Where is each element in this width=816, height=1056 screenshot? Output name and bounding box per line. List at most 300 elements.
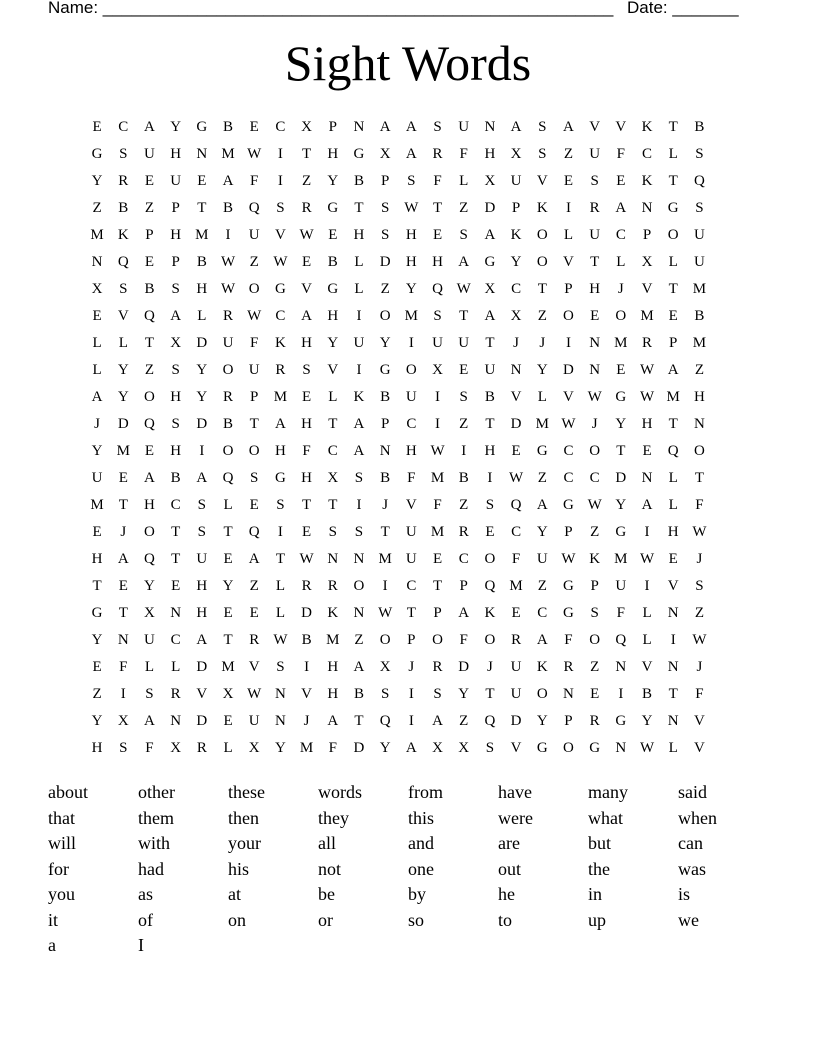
grid-letter: Z — [459, 200, 469, 216]
grid-letter: T — [171, 524, 181, 540]
grid-letter: Y — [327, 335, 339, 351]
grid-letter: R — [589, 200, 600, 216]
grid-letter: S — [197, 524, 207, 540]
grid-letter: M — [430, 470, 445, 486]
grid-letter: D — [196, 713, 208, 729]
grid-letter: C — [406, 578, 417, 594]
grid-letter: Y — [327, 173, 339, 189]
grid-letter: X — [484, 173, 496, 189]
grid-letter: Y — [458, 686, 470, 702]
grid-letter: L — [92, 335, 102, 351]
grid-letter: C — [537, 605, 548, 621]
grid-letter: H — [91, 551, 103, 567]
grid-letter: U — [144, 146, 155, 162]
grid-letter: I — [644, 524, 650, 540]
grid-letter: F — [302, 443, 311, 459]
grid-letter: Y — [196, 389, 208, 405]
grid-letter: N — [353, 119, 365, 135]
grid-letter: A — [563, 119, 574, 135]
grid-letter: U — [432, 335, 443, 351]
grid-letter: E — [197, 173, 207, 189]
word-list-item: to — [498, 909, 513, 930]
grid-letter: J — [303, 713, 310, 729]
grid-letter: A — [91, 389, 103, 405]
grid-letter: C — [563, 470, 574, 486]
grid-letter: R — [275, 362, 286, 378]
grid-row — [84, 627, 740, 654]
grid-letter: G — [563, 605, 574, 621]
grid-letter: B — [196, 254, 207, 270]
grid-letter: M — [614, 551, 628, 567]
grid-letter: B — [327, 254, 338, 270]
grid-letter: O — [484, 632, 496, 648]
grid-letter: C — [170, 632, 181, 648]
grid-letter: A — [353, 416, 365, 432]
grid-letter: S — [538, 146, 547, 162]
grid-letter: Y — [615, 497, 627, 513]
grid-letter: E — [302, 524, 312, 540]
grid-letter: H — [353, 227, 365, 243]
grid-letter: E — [459, 362, 469, 378]
grid-letter: S — [354, 524, 364, 540]
grid-letter: T — [668, 686, 678, 702]
grid-letter: E — [249, 605, 259, 621]
grid-letter: T — [275, 551, 285, 567]
grid-letter: H — [170, 443, 182, 459]
grid-letter: S — [459, 227, 468, 243]
grid-letter: I — [277, 173, 283, 189]
grid-letter: H — [196, 578, 208, 594]
grid-letter: E — [328, 227, 338, 243]
grid-letter: U — [536, 551, 548, 567]
grid-letter: W — [430, 443, 445, 459]
grid-letter: W — [273, 254, 288, 270]
word-list-item: with — [138, 833, 171, 853]
grid-letter: R — [563, 659, 574, 675]
grid-letter: V — [667, 578, 679, 594]
grid-letter: B — [170, 470, 181, 486]
grid-letter: Y — [91, 443, 103, 459]
grid-letter: T — [380, 524, 390, 540]
grid-letter: Y — [536, 362, 548, 378]
grid-letter: X — [170, 740, 182, 756]
grid-letter: M — [221, 146, 235, 162]
grid-letter: C — [327, 443, 338, 459]
grid-letter: C — [511, 524, 522, 540]
grid-letter: B — [642, 686, 653, 702]
word-list-item: were — [498, 807, 533, 828]
grid-letter: X — [458, 740, 470, 756]
grid-letter: R — [118, 173, 129, 189]
grid-letter: J — [539, 335, 546, 351]
grid-letter: I — [565, 335, 571, 351]
grid-letter: N — [563, 686, 574, 702]
grid-letter: E — [144, 443, 155, 459]
grid-letter: W — [587, 497, 602, 513]
grid-letter: Y — [405, 281, 417, 297]
grid-letter: F — [433, 173, 442, 189]
grid-letter: H — [589, 281, 601, 297]
grid-letter: J — [617, 281, 624, 297]
grid-letter: J — [513, 335, 520, 351]
grid-letter: A — [484, 308, 496, 324]
grid-row — [84, 735, 740, 762]
grid-letter: V — [563, 389, 574, 405]
grid-letter: L — [171, 659, 181, 675]
grid-letter: S — [276, 659, 285, 675]
grid-letter: L — [118, 335, 128, 351]
grid-letter: O — [379, 308, 391, 324]
grid-letter: Y — [379, 740, 391, 756]
grid-letter: W — [378, 605, 393, 621]
grid-letter: G — [615, 389, 627, 405]
grid-letter: U — [458, 119, 470, 135]
grid-letter: W — [299, 227, 314, 243]
grid-letter: T — [537, 281, 547, 297]
grid-letter: S — [433, 308, 442, 324]
grid-letter: H — [170, 227, 182, 243]
grid-letter: U — [170, 173, 182, 189]
grid-letter: V — [589, 119, 601, 135]
grid-letter: Z — [694, 362, 704, 378]
grid-letter: K — [510, 227, 522, 243]
grid-letter: C — [275, 308, 286, 324]
grid-letter: Y — [91, 632, 103, 648]
grid-letter: W — [299, 551, 314, 567]
grid-letter: N — [589, 335, 601, 351]
grid-letter: G — [589, 740, 601, 756]
grid-letter: Y — [510, 254, 522, 270]
word-list-item: you — [48, 884, 75, 904]
grid-letter: S — [171, 281, 180, 297]
grid-letter: A — [536, 497, 548, 513]
grid-letter: M — [273, 389, 288, 405]
grid-letter: I — [356, 497, 362, 513]
grid-letter: H — [301, 470, 313, 486]
grid-letter: P — [564, 713, 573, 729]
grid-letter: A — [144, 713, 155, 729]
grid-letter: M — [221, 659, 235, 675]
grid-letter: K — [589, 551, 601, 567]
grid-letter: D — [615, 470, 627, 486]
grid-letter: E — [118, 470, 128, 486]
grid-letter: E — [92, 308, 102, 324]
grid-letter: V — [693, 740, 705, 756]
grid-letter: W — [692, 632, 707, 648]
grid-letter: W — [220, 281, 236, 297]
grid-letter: L — [642, 605, 652, 621]
grid-letter: P — [590, 578, 599, 594]
grid-letter: E — [249, 119, 259, 135]
grid-letter: Z — [590, 659, 600, 675]
word-list-item: all — [318, 833, 336, 853]
grid-letter: T — [328, 416, 338, 432]
grid-letter: T — [432, 200, 443, 216]
grid-letter: Q — [432, 281, 443, 297]
grid-letter: G — [327, 200, 339, 216]
grid-letter: Q — [484, 578, 496, 594]
grid-row — [84, 141, 740, 168]
grid-letter: E — [302, 254, 312, 270]
grid-letter: Y — [536, 713, 548, 729]
word-list-item: said — [678, 782, 707, 802]
grid-letter: Z — [249, 254, 259, 270]
grid-row — [84, 573, 740, 600]
grid-letter: M — [404, 308, 419, 324]
grid-letter: U — [693, 227, 705, 243]
date-field-label: Date: _______ — [627, 0, 739, 17]
grid-letter: W — [247, 308, 262, 324]
grid-letter: V — [563, 254, 574, 270]
word-list-item: for — [48, 858, 69, 879]
grid-letter: S — [250, 470, 259, 486]
grid-letter: L — [668, 254, 678, 270]
word-list-item: and — [408, 833, 434, 853]
grid-letter: O — [248, 281, 260, 297]
grid-letter: W — [273, 632, 288, 648]
grid-letter: T — [302, 146, 312, 162]
grid-letter: P — [380, 416, 390, 432]
grid-row — [84, 303, 740, 330]
grid-letter: A — [170, 308, 182, 324]
grid-letter: O — [144, 389, 155, 405]
grid-letter: G — [615, 524, 627, 540]
grid-letter: I — [435, 389, 441, 405]
grid-letter: T — [406, 605, 416, 621]
grid-letter: R — [432, 659, 443, 675]
grid-letter: L — [197, 308, 207, 324]
grid-letter: L — [642, 632, 652, 648]
grid-letter: B — [353, 686, 364, 702]
grid-letter: U — [484, 362, 496, 378]
grid-letter: V — [641, 659, 653, 675]
grid-letter: V — [274, 227, 286, 243]
grid-letter: T — [432, 578, 443, 594]
grid-letter: S — [538, 119, 547, 135]
grid-letter: W — [247, 686, 262, 702]
grid-letter: D — [196, 659, 208, 675]
grid-letter: O — [563, 308, 574, 324]
grid-letter: N — [379, 443, 391, 459]
grid-letter: T — [668, 281, 678, 297]
word-list-item: by — [408, 884, 426, 904]
grid-letter: L — [537, 389, 547, 405]
grid-letter: B — [144, 281, 155, 297]
grid-letter: N — [117, 632, 129, 648]
grid-letter: Z — [144, 362, 155, 378]
grid-row — [84, 114, 740, 141]
grid-letter: U — [510, 173, 522, 189]
grid-letter: D — [353, 740, 365, 756]
grid-letter: T — [590, 254, 600, 270]
grid-letter: F — [616, 146, 626, 162]
grid-letter: E — [485, 524, 495, 540]
grid-letter: A — [222, 173, 234, 189]
grid-letter: A — [248, 551, 260, 567]
grid-letter: S — [695, 578, 704, 594]
grid-letter: S — [590, 173, 599, 189]
grid-letter: X — [301, 119, 313, 135]
grid-letter: O — [667, 227, 679, 243]
word-list-item: but — [588, 833, 612, 853]
grid-letter: O — [589, 632, 601, 648]
grid-letter: G — [353, 146, 365, 162]
grid-letter: G — [327, 281, 339, 297]
grid-letter: E — [223, 605, 233, 621]
grid-letter: L — [92, 362, 102, 378]
grid-letter: D — [484, 200, 496, 216]
grid-letter: T — [485, 335, 495, 351]
grid-letter: H — [327, 659, 339, 675]
grid-letter: V — [510, 740, 522, 756]
grid-letter: P — [380, 173, 390, 189]
grid-letter: I — [618, 686, 624, 702]
grid-letter: M — [116, 443, 130, 459]
grid-letter: N — [353, 605, 365, 621]
word-list-item: about — [48, 782, 88, 802]
grid-letter: U — [589, 146, 601, 162]
grid-letter: I — [225, 227, 231, 243]
grid-row — [84, 438, 740, 465]
grid-letter: B — [223, 200, 234, 216]
grid-letter: X — [484, 281, 496, 297]
grid-letter: L — [275, 605, 285, 621]
grid-letter: H — [327, 146, 339, 162]
grid-letter: E — [223, 551, 233, 567]
grid-letter: E — [511, 443, 521, 459]
grid-letter: Q — [144, 551, 155, 567]
grid-letter: S — [590, 605, 599, 621]
grid-letter: A — [405, 146, 417, 162]
grid-letter: D — [196, 335, 208, 351]
grid-letter: Q — [248, 524, 260, 540]
grid-letter: H — [301, 416, 313, 432]
grid-letter: Q — [117, 254, 129, 270]
grid-letter: G — [667, 200, 679, 216]
grid-letter: F — [459, 146, 468, 162]
grid-letter: E — [563, 173, 574, 189]
grid-letter: Y — [641, 713, 653, 729]
grid-letter: G — [91, 605, 103, 621]
grid-letter: R — [223, 308, 234, 324]
grid-letter: A — [458, 605, 470, 621]
grid-letter: N — [274, 713, 286, 729]
grid-letter: O — [353, 578, 365, 594]
word-search-grid — [84, 114, 740, 762]
grid-letter: M — [614, 335, 628, 351]
grid-letter: W — [561, 551, 576, 567]
grid-letter: N — [641, 470, 653, 486]
word-list-item: can — [678, 833, 703, 853]
grid-letter: F — [145, 740, 154, 756]
word-list-item: many — [588, 782, 628, 802]
grid-letter: Z — [144, 200, 155, 216]
grid-letter: Y — [170, 119, 182, 135]
grid-letter: I — [435, 416, 441, 432]
word-list-item: one — [408, 858, 434, 879]
word-list-item: other — [138, 782, 175, 802]
grid-letter: K — [327, 605, 339, 621]
grid-letter: N — [641, 200, 653, 216]
grid-letter: E — [92, 659, 102, 675]
grid-row — [84, 168, 740, 195]
grid-letter: S — [354, 470, 364, 486]
grid-letter: O — [222, 443, 234, 459]
grid-letter: T — [223, 524, 233, 540]
grid-letter: N — [170, 713, 182, 729]
grid-letter: K — [274, 335, 286, 351]
grid-row — [84, 357, 740, 384]
grid-letter: R — [170, 686, 181, 702]
grid-letter: W — [561, 416, 576, 432]
word-list-item: his — [228, 858, 250, 879]
grid-letter: J — [486, 659, 493, 675]
grid-letter: X — [641, 254, 653, 270]
grid-letter: E — [668, 308, 678, 324]
grid-letter: E — [118, 578, 128, 594]
grid-letter: E — [616, 173, 626, 189]
grid-letter: S — [171, 362, 180, 378]
grid-letter: F — [511, 551, 521, 567]
grid-letter: G — [536, 443, 548, 459]
grid-letter: L — [668, 146, 678, 162]
grid-letter: T — [616, 443, 626, 459]
grid-letter: H — [144, 497, 155, 513]
grid-letter: U — [693, 254, 705, 270]
grid-letter: U — [510, 659, 522, 675]
grid-letter: N — [170, 605, 182, 621]
word-list-item: as — [138, 884, 153, 904]
grid-letter: S — [485, 740, 495, 756]
grid-letter: H — [405, 443, 417, 459]
grid-letter: P — [564, 281, 573, 297]
word-list-item: at — [228, 884, 241, 904]
grid-letter: G — [563, 578, 574, 594]
word-list-item: that — [48, 807, 75, 828]
grid-letter: S — [433, 119, 442, 135]
grid-letter: V — [510, 389, 522, 405]
grid-letter: A — [615, 200, 627, 216]
grid-letter: Z — [563, 146, 574, 162]
grid-letter: F — [695, 686, 704, 702]
grid-letter: W — [247, 146, 262, 162]
grid-letter: Y — [274, 740, 286, 756]
grid-letter: H — [432, 254, 443, 270]
grid-letter: W — [587, 389, 602, 405]
grid-letter: L — [223, 497, 233, 513]
grid-letter: Z — [249, 578, 259, 594]
grid-letter: F — [250, 173, 259, 189]
grid-letter: R — [249, 632, 260, 648]
grid-letter: U — [353, 335, 365, 351]
word-list-item: was — [678, 858, 706, 879]
grid-letter: K — [536, 659, 548, 675]
grid-letter: F — [564, 632, 573, 648]
grid-letter: O — [222, 362, 234, 378]
grid-letter: C — [118, 119, 129, 135]
grid-letter: T — [118, 605, 128, 621]
grid-letter: N — [667, 659, 679, 675]
grid-letter: B — [353, 173, 364, 189]
word-list-item: not — [318, 858, 342, 879]
grid-letter: S — [380, 200, 390, 216]
grid-letter: R — [432, 146, 443, 162]
grid-row — [84, 384, 740, 411]
grid-letter: F — [407, 470, 416, 486]
grid-letter: I — [644, 578, 650, 594]
grid-letter: H — [196, 281, 208, 297]
grid-letter: F — [328, 740, 337, 756]
